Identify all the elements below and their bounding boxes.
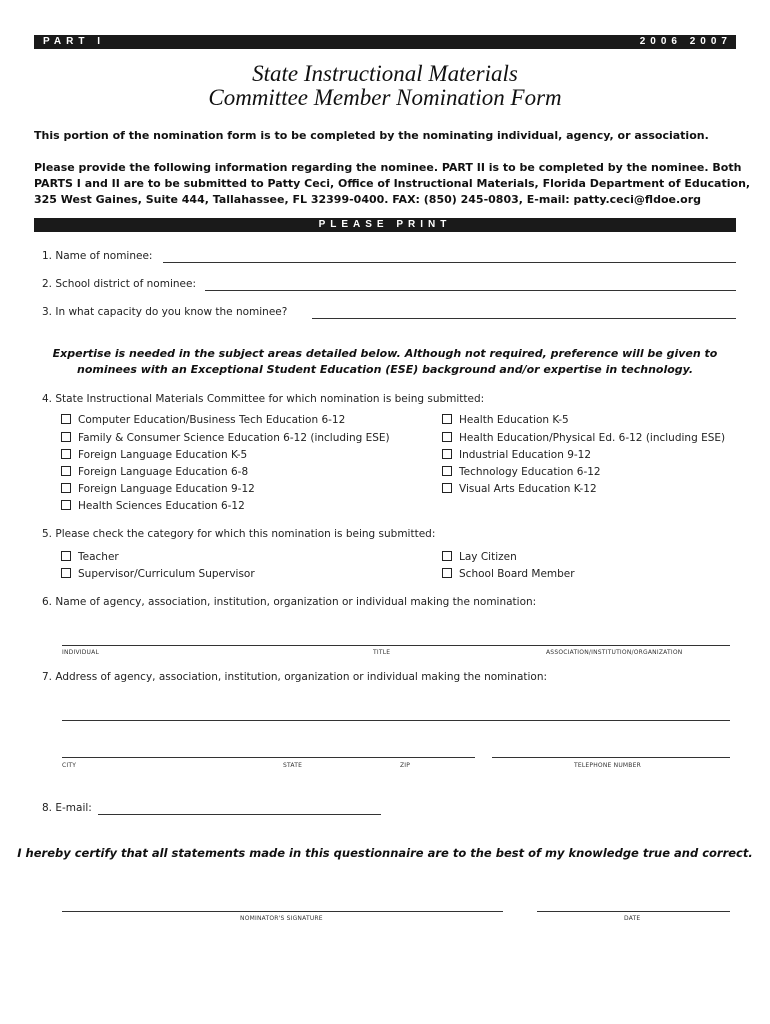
checkbox-box[interactable] (61, 551, 71, 561)
q5-label: 5. Please check the category for which this nomination is being submitted: (42, 528, 436, 540)
q3-label: 3. In what capacity do you know the nominee? (42, 306, 288, 318)
association-sublabel: ASSOCIATION/INSTITUTION/ORGANIZATION (546, 649, 683, 656)
address-street-field[interactable] (62, 720, 730, 721)
checkbox-label: Lay Citizen (459, 551, 517, 563)
checkbox-box[interactable] (61, 483, 71, 493)
checkbox-label: Supervisor/Curriculum Supervisor (78, 568, 255, 580)
q1-label: 1. Name of nominee: (42, 250, 153, 262)
q4-label: 4. State Instructional Materials Committee for which nomination is being submitted: (42, 393, 485, 405)
checkbox-box[interactable] (61, 432, 71, 442)
checkbox-box[interactable] (61, 449, 71, 459)
school-district-field[interactable] (205, 290, 736, 291)
committee-checkbox[interactable] (442, 432, 725, 444)
please-print-label: PLEASE PRINT (318, 219, 452, 230)
checkbox-label: Computer Education/Business Tech Education 6-12 (78, 414, 346, 426)
category-checkbox[interactable] (61, 568, 255, 580)
category-checkbox[interactable] (442, 551, 517, 563)
checkbox-label: Family & Consumer Science Education 6-12 (including ESE) (78, 432, 390, 444)
committee-checkbox[interactable] (442, 414, 569, 426)
committee-checkbox[interactable] (442, 466, 601, 478)
intro-paragraph-2b: PARTS I and II are to be submitted to Patty Ceci, Office of Instructional Materials, Florida Department of Education, (34, 177, 751, 190)
date-field[interactable] (537, 911, 730, 912)
zip-sublabel: ZIP (400, 762, 411, 769)
committee-checkbox[interactable] (61, 466, 248, 478)
part-header-bar (34, 35, 736, 49)
q7-label: 7. Address of agency, association, institution, organization or individual making the nomination: (42, 671, 548, 683)
checkbox-box[interactable] (61, 568, 71, 578)
checkbox-box[interactable] (442, 449, 452, 459)
checkbox-box[interactable] (61, 466, 71, 476)
individual-sublabel: INDIVIDUAL (62, 649, 99, 656)
form-title-line1: State Instructional Materials (252, 61, 518, 86)
nominator-name-field[interactable] (62, 645, 730, 646)
checkbox-box[interactable] (61, 414, 71, 424)
title-sublabel: TITLE (373, 649, 391, 656)
intro-paragraph-2c: 325 West Gaines, Suite 444, Tallahassee, FL 32399-0400. FAX: (850) 245-0803, E-mail: patty.ceci@fldoe.org (34, 193, 702, 206)
expertise-note-1: Expertise is needed in the subject areas detailed below. Although not required, preference will be given to (52, 347, 718, 360)
category-checkbox[interactable] (61, 551, 119, 563)
committee-checkbox[interactable] (61, 483, 255, 495)
q8-label: 8. E-mail: (42, 802, 92, 814)
checkbox-label: Health Sciences Education 6-12 (78, 500, 245, 512)
address-city-state-zip-field[interactable] (62, 757, 475, 758)
checkbox-label: Health Education/Physical Ed. 6-12 (including ESE) (459, 432, 726, 444)
checkbox-box[interactable] (442, 568, 452, 578)
checkbox-box[interactable] (442, 551, 452, 561)
checkbox-box[interactable] (442, 432, 452, 442)
checkbox-label: Technology Education 6-12 (459, 466, 601, 478)
part-label: PART I (43, 36, 106, 47)
please-print-bar (34, 218, 736, 232)
checkbox-label: Foreign Language Education 6-8 (78, 466, 249, 478)
q2-label: 2. School district of nominee: (42, 278, 196, 290)
committee-checkbox[interactable] (61, 414, 345, 426)
email-field[interactable] (98, 814, 381, 815)
checkbox-box[interactable] (442, 414, 452, 424)
committee-checkbox[interactable] (61, 432, 390, 444)
state-sublabel: STATE (283, 762, 303, 769)
checkbox-box[interactable] (442, 483, 452, 493)
intro-paragraph-2a: Please provide the following information regarding the nominee. PART II is to be completed by the nominee. Both (34, 161, 742, 174)
signature-sublabel: NOMINATOR'S SIGNATURE (240, 915, 323, 922)
certification-statement: I hereby certify that all statements made in this questionnaire are to the best of my knowledge true and correct. (17, 846, 753, 860)
committee-checkbox[interactable] (61, 500, 245, 512)
year-label: 2006 2007 (639, 36, 732, 47)
telephone-field[interactable] (492, 757, 730, 758)
checkbox-label: School Board Member (459, 568, 575, 580)
form-title-line2: Committee Member Nomination Form (208, 85, 562, 110)
city-sublabel: CITY (62, 762, 77, 769)
checkbox-label: Foreign Language Education 9-12 (78, 483, 255, 495)
committee-checkbox[interactable] (61, 449, 247, 461)
checkbox-label: Visual Arts Education K-12 (459, 483, 597, 495)
nominee-name-field[interactable] (163, 262, 736, 263)
expertise-note-2: nominees with an Exceptional Student Education (ESE) background and/or expertise in technology. (76, 363, 694, 376)
committee-checkbox[interactable] (442, 483, 597, 495)
checkbox-label: Industrial Education 9-12 (459, 449, 592, 461)
signature-field[interactable] (62, 911, 503, 912)
date-sublabel: DATE (624, 915, 641, 922)
checkbox-label: Health Education K-5 (459, 414, 569, 426)
checkbox-label: Teacher (78, 551, 119, 563)
capacity-field[interactable] (312, 318, 736, 319)
telephone-sublabel: TELEPHONE NUMBER (574, 762, 641, 769)
committee-checkbox[interactable] (442, 449, 591, 461)
checkbox-label: Foreign Language Education K-5 (78, 449, 248, 461)
category-checkbox[interactable] (442, 568, 575, 580)
checkbox-box[interactable] (442, 466, 452, 476)
checkbox-box[interactable] (61, 500, 71, 510)
q6-label: 6. Name of agency, association, institution, organization or individual making the nomination: (42, 596, 537, 608)
intro-paragraph-1: This portion of the nomination form is to be completed by the nominating individual, agency, or association. (34, 129, 709, 142)
